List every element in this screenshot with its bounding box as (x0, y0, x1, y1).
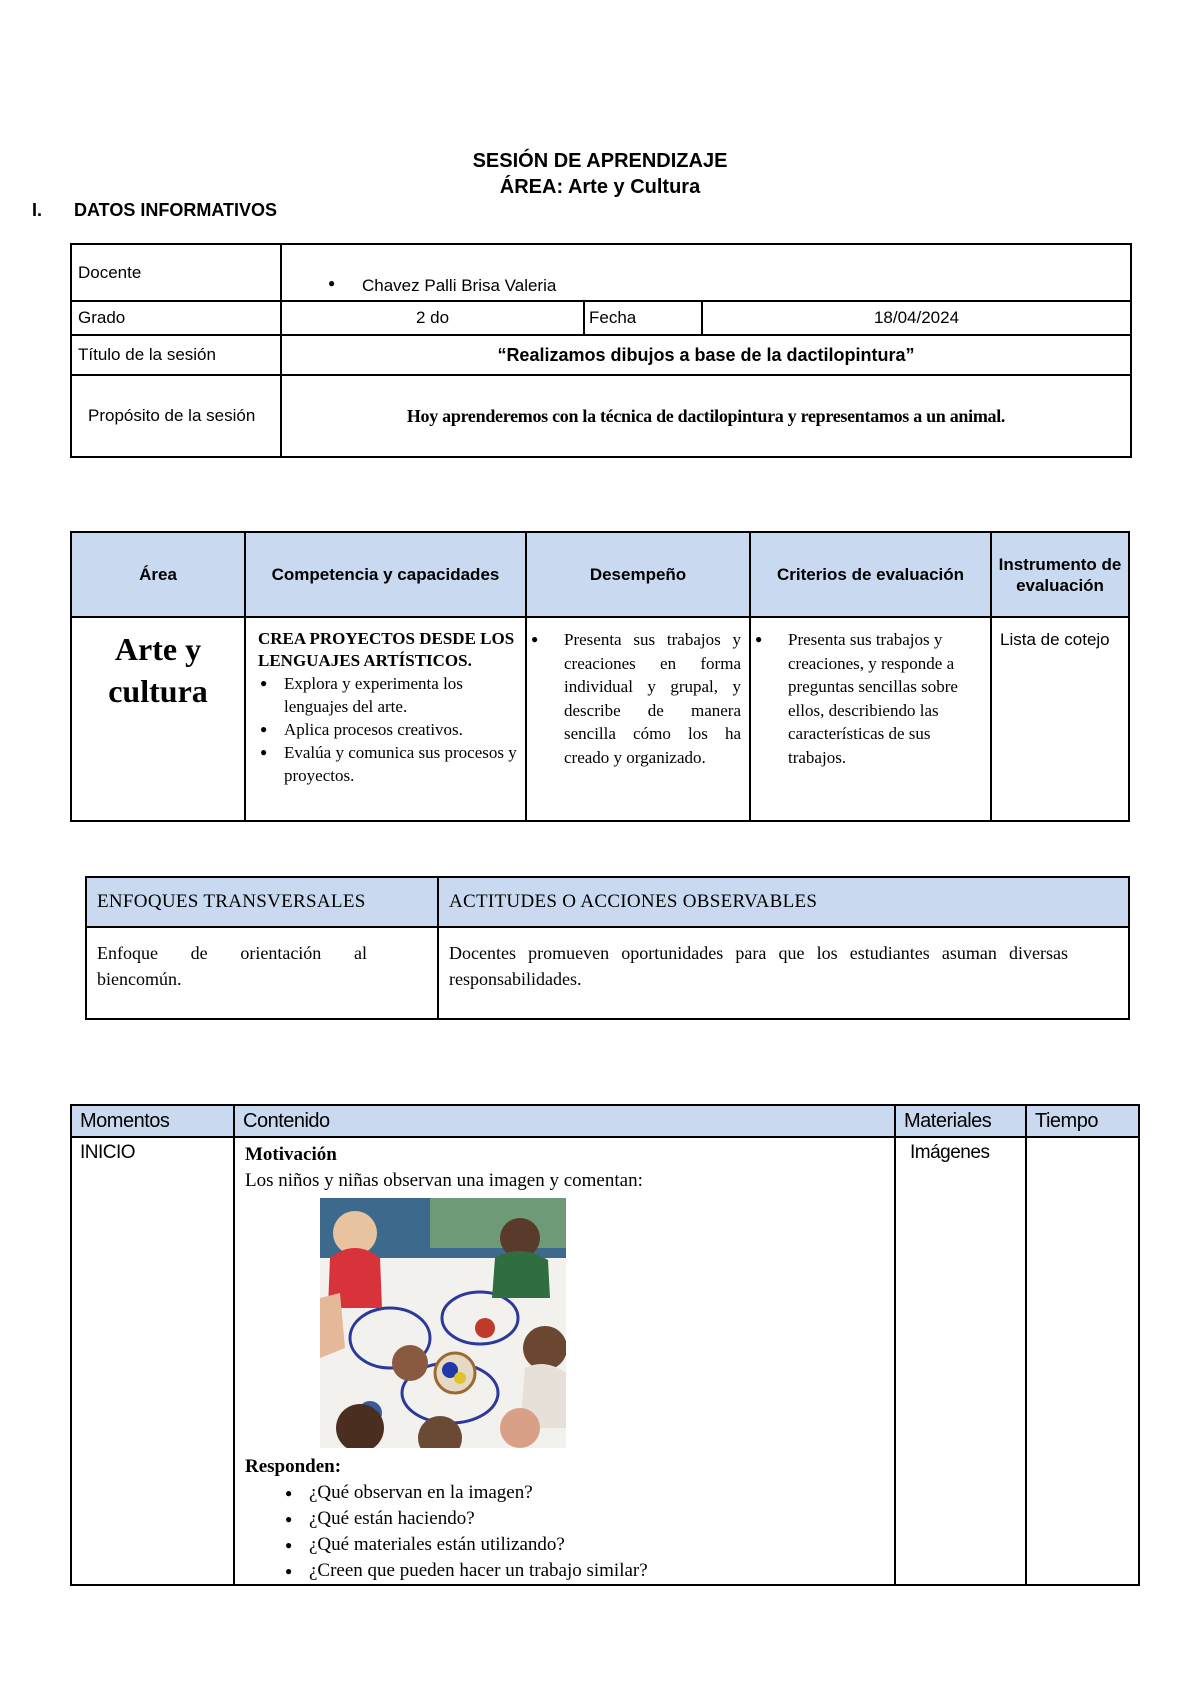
tiempo-value (1026, 1137, 1139, 1585)
criterios-value: ● Presenta sus trabajos y creaciones, y responde a preguntas sencillas sobre ellos, describiendo las características de sus trabajos. (751, 628, 982, 769)
document-title (0, 148, 1200, 200)
header-competencia: Competencia y capacidades (245, 532, 526, 617)
header-instrumento: Instrumento de evaluación (991, 532, 1129, 617)
competencia-title: CREA PROYECTOS DESDE LOS LENGUAJES ARTÍSTICOS. (258, 629, 515, 670)
area-value: Arte y cultura (71, 617, 245, 821)
desempeno-value: ● Presenta sus trabajos y creaciones en forma individual y grupal, y describe de manera sencilla cómo los ha creado y organizado. (527, 628, 741, 769)
desempeno-cell (526, 617, 750, 821)
motivacion-title: Motivación (245, 1144, 337, 1165)
fecha-value: 18/04/2024 (702, 301, 1131, 335)
competencia-cell (245, 617, 526, 821)
header-tiempo: Tiempo (1026, 1105, 1139, 1137)
pregunta-item: ● ¿Qué materiales están utilizando? (281, 1532, 886, 1558)
competencias-row (71, 617, 1129, 821)
capacidad-item: ● Aplica procesos creativos. (256, 718, 517, 741)
pregunta-item: ● ¿Qué están haciendo? (281, 1506, 886, 1532)
docente-label: Docente (71, 244, 281, 301)
motivacion-text: Los niños y niñas observan una imagen y comentan: (245, 1170, 643, 1191)
titulo-row (71, 335, 1131, 375)
grado-row (71, 301, 1131, 335)
header-area: Área (71, 532, 245, 617)
actitudes-header: ACTITUDES O ACCIONES OBSERVABLES (438, 877, 1129, 927)
docente-value: ● Chavez Palli Brisa Valeria (324, 276, 1130, 296)
session-title: SESIÓN DE APRENDIZAJE (472, 150, 728, 172)
info-table (70, 243, 1132, 458)
enfoques-table (85, 876, 1130, 1020)
enfoques-row (86, 927, 1129, 1019)
proposito-row (71, 375, 1131, 457)
competencias-table (70, 531, 1130, 822)
section-number: I. (32, 200, 43, 220)
header-criterios: Criterios de evaluación (750, 532, 991, 617)
header-contenido: Contenido (234, 1105, 895, 1137)
grado-value: 2 do (281, 301, 584, 335)
pregunta-item: ● ¿Qué observan en la imagen? (281, 1480, 886, 1506)
capacidad-item: ● Evalúa y comunica sus procesos y proyectos. (256, 741, 517, 787)
enfoques-header-row (86, 877, 1129, 927)
materiales-value: Imágenes (895, 1137, 1026, 1585)
capacidad-item: ● Explora y experimenta los lenguajes del arte. (256, 672, 517, 718)
enfoque-value: Enfoque de orientación al biencomún. (86, 927, 438, 1019)
responden-title: Responden: (245, 1456, 342, 1477)
fecha-label: Fecha (584, 301, 702, 335)
momentos-header-row (71, 1105, 1139, 1137)
capacidades-list (256, 672, 517, 787)
header-materiales: Materiales (895, 1105, 1026, 1137)
criterios-cell (750, 617, 991, 821)
header-desempeno: Desempeño (526, 532, 750, 617)
docente-cell (281, 244, 1131, 301)
inicio-row (71, 1137, 1139, 1585)
children-painting-image (320, 1198, 566, 1448)
header-momentos: Momentos (71, 1105, 234, 1137)
section-title: DATOS INFORMATIVOS (74, 200, 278, 220)
momento-value: INICIO (71, 1137, 234, 1585)
competencias-header-row (71, 532, 1129, 617)
enfoques-header: ENFOQUES TRANSVERSALES (86, 877, 438, 927)
titulo-value: “Realizamos dibujos a base de la dactilopintura” (281, 335, 1131, 375)
grado-label: Grado (71, 301, 281, 335)
actitud-value: Docentes promueven oportunidades para que los estudiantes asuman diversas responsabilidades. (438, 927, 1129, 1019)
section-heading (32, 200, 277, 221)
proposito-label: Propósito de la sesión (71, 375, 281, 457)
instrumento-value: Lista de cotejo (991, 617, 1129, 821)
titulo-label: Título de la sesión (71, 335, 281, 375)
pregunta-item: ● ¿Creen que pueden hacer un trabajo similar? (281, 1558, 886, 1584)
preguntas-list (245, 1480, 886, 1584)
docente-row (71, 244, 1131, 301)
proposito-value: Hoy aprenderemos con la técnica de dactilopintura y representamos a un animal. (281, 375, 1131, 457)
area-subtitle: ÁREA: Arte y Cultura (499, 176, 701, 198)
contenido-cell (234, 1137, 895, 1585)
momentos-table (70, 1104, 1140, 1586)
